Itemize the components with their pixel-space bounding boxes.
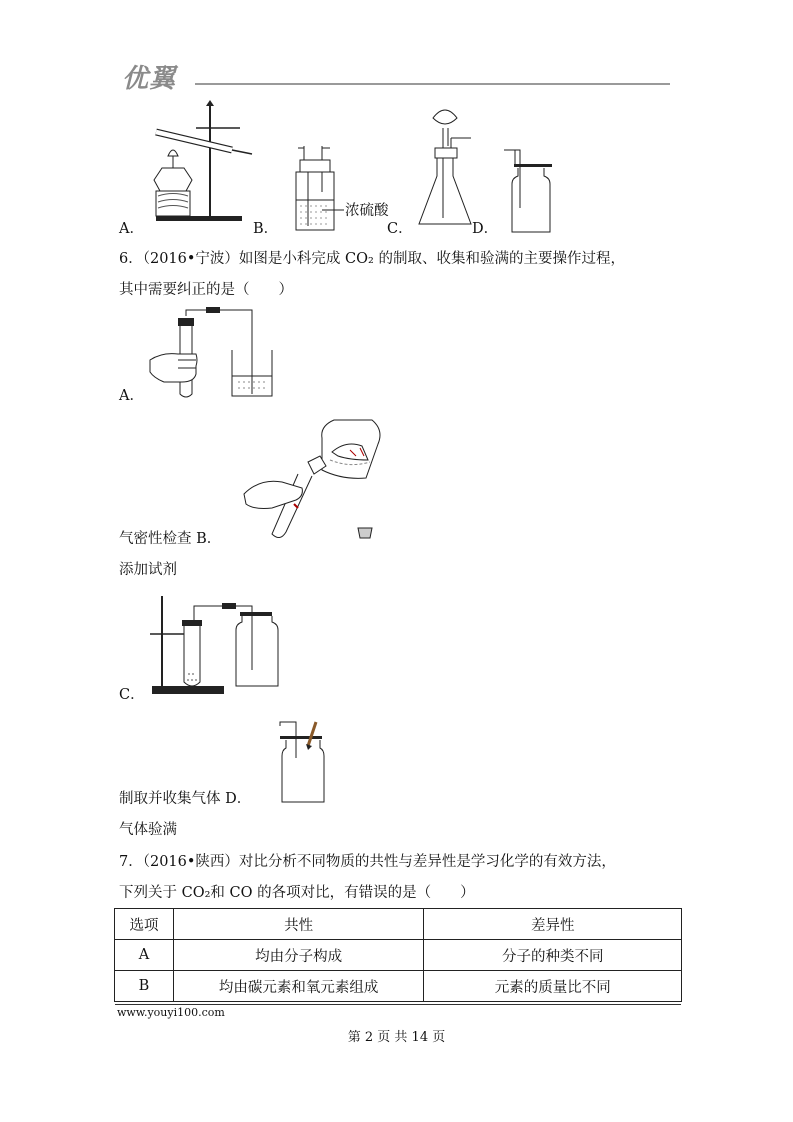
table-row — [115, 940, 682, 971]
table-header-cell: 选项 — [115, 909, 174, 940]
q5-option-c-marker: C． — [387, 221, 413, 237]
q6-option-b-caption: 添加试剂 — [119, 562, 177, 578]
table-cell: 元素的质量比不同 — [424, 971, 682, 1002]
q6-figure-c-generate-collect — [148, 596, 284, 696]
q5-figure-c-flask-funnel — [415, 106, 475, 230]
q6-option-c-marker: C． — [119, 687, 145, 703]
q6-option-a-marker: A． — [119, 388, 144, 404]
q5-figure-b-wash-bottle — [286, 142, 346, 232]
footer-rule — [115, 1004, 681, 1005]
q5-option-d-marker: D． — [472, 221, 499, 237]
q5-option-b-label: 浓硫酸 — [345, 203, 389, 219]
q5-option-b-marker: B． — [253, 221, 279, 237]
q6-figure-b-adding-reagent — [242, 416, 387, 546]
q6-option-a-caption-b-marker: 气密性检查 B． — [119, 531, 222, 547]
publisher-logo: 优翼 — [122, 64, 177, 94]
q5-figure-a-heating-apparatus — [140, 98, 255, 223]
page-number: 第 2 页 共 14 页 — [347, 1030, 446, 1045]
table-cell: 分子的种类不同 — [424, 940, 682, 971]
q5-option-a-marker: A． — [119, 221, 144, 237]
header-rule — [195, 83, 670, 85]
table-header-cell: 共性 — [173, 909, 424, 940]
table-header-cell: 差异性 — [424, 909, 682, 940]
table-cell: B — [115, 971, 174, 1002]
table-row — [115, 971, 682, 1002]
q6-text-line-1: 6．（2016•宁波）如图是小科完成 CO₂ 的制取、收集和验满的主要操作过程， — [119, 251, 625, 267]
table-cell: 均由碳元素和氧元素组成 — [173, 971, 424, 1002]
q6-text-line-2: 其中需要纠正的是（ ） — [119, 282, 293, 298]
q5-figure-d-gas-bottle — [502, 148, 557, 234]
q7-comparison-table — [114, 908, 682, 1002]
table-cell: A — [115, 940, 174, 971]
table-cell: 均由分子构成 — [173, 940, 424, 971]
q6-figure-d-gas-full-test — [272, 718, 332, 808]
q6-figure-a-airtightness-check — [148, 306, 278, 402]
q7-text-line-1: 7．（2016•陕西）对比分析不同物质的共性与差异性是学习化学的有效方法， — [119, 854, 616, 870]
q6-option-d-caption: 气体验满 — [119, 822, 177, 838]
q7-text-line-2: 下列关于 CO₂和 CO 的各项对比，有错误的是（ ） — [119, 885, 475, 901]
table-header-row — [115, 909, 682, 940]
q6-option-c-caption-d-marker: 制取并收集气体 D． — [119, 791, 252, 807]
footer-url[interactable]: www.youyi100.com — [117, 1006, 225, 1019]
